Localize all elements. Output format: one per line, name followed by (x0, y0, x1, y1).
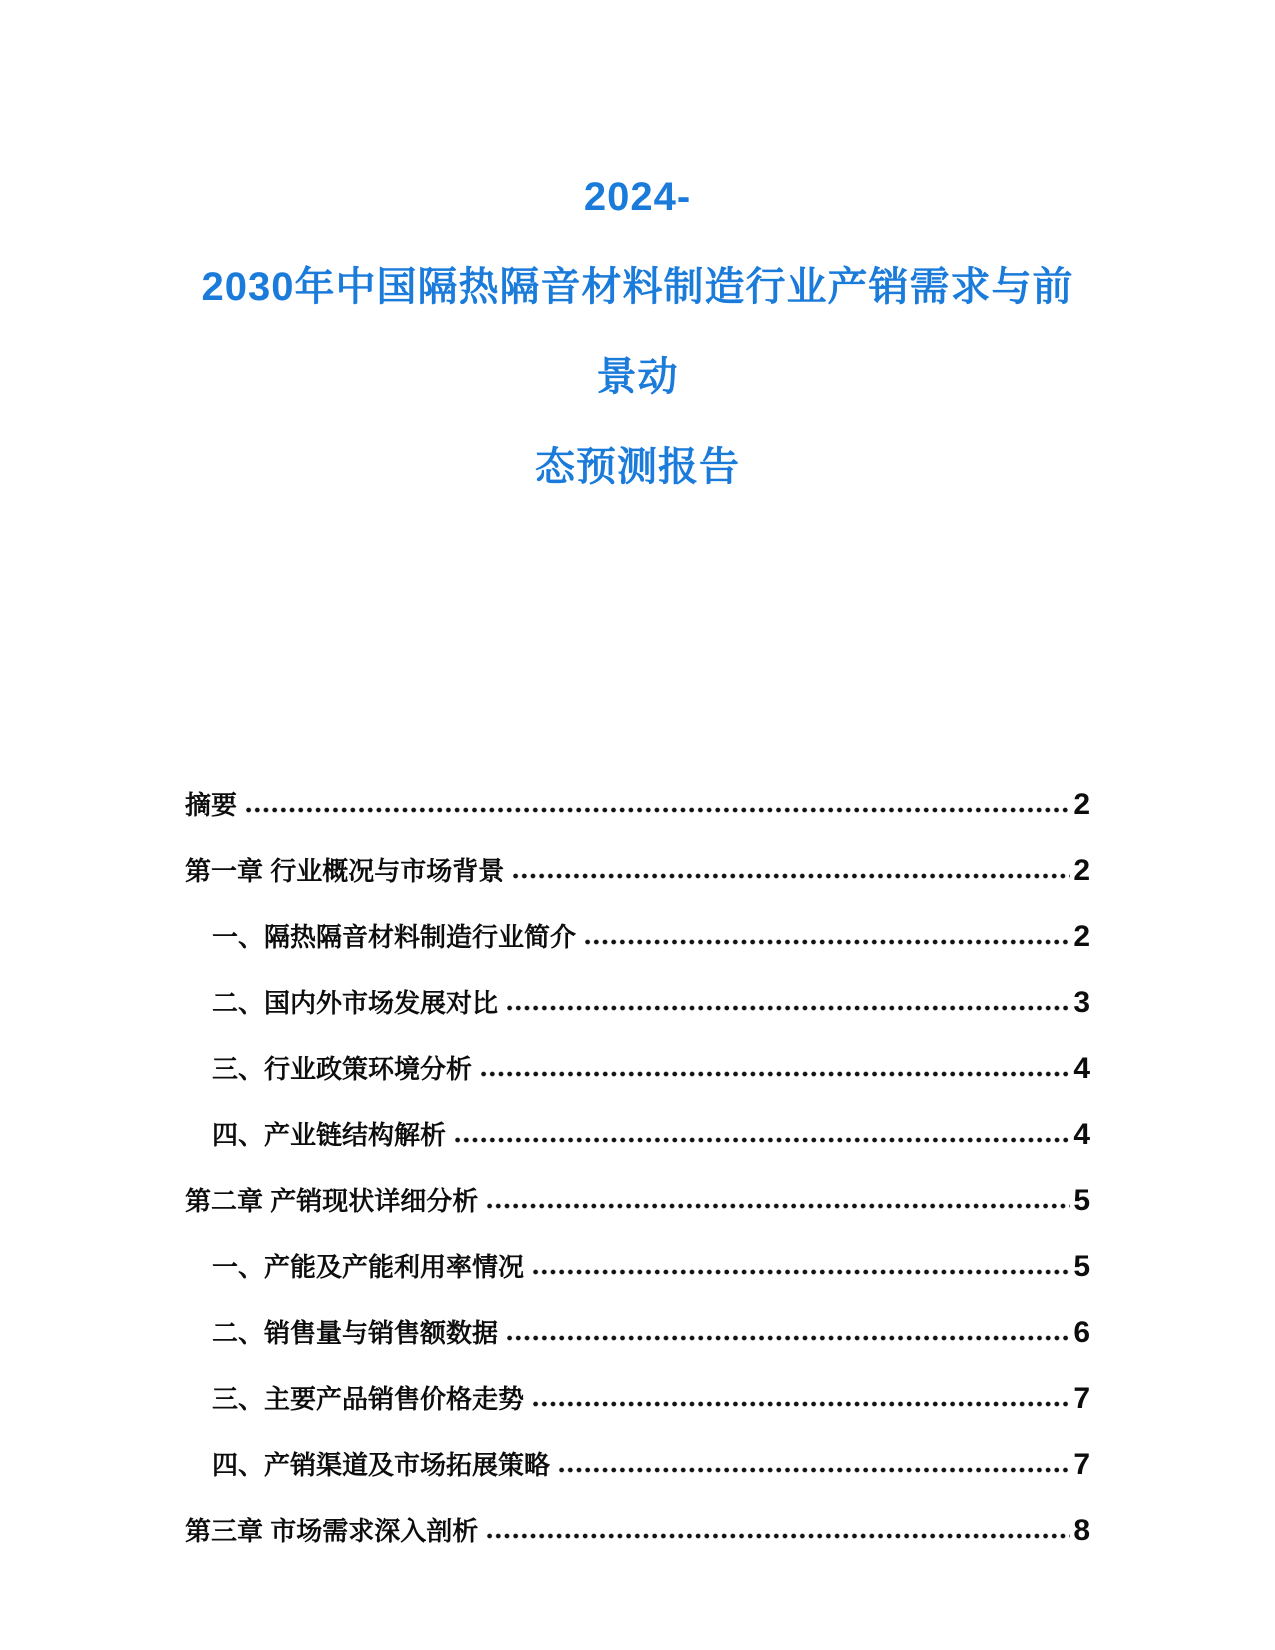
toc-dot-leader (559, 1467, 1070, 1473)
toc-page-number: 2 (1073, 854, 1090, 887)
toc-dot-leader (533, 1401, 1070, 1407)
toc-page-number: 2 (1073, 920, 1090, 953)
toc-entry-label: 三、行业政策环境分析 (212, 1054, 473, 1084)
toc-entry[interactable] (185, 1234, 1090, 1300)
toc-dot-leader (533, 1269, 1070, 1275)
toc-page-number: 6 (1073, 1316, 1090, 1349)
toc-dot-leader (507, 1335, 1070, 1341)
toc-dot-leader (585, 939, 1070, 945)
toc-page-number: 2 (1073, 788, 1090, 821)
toc-entry[interactable] (185, 1102, 1090, 1168)
toc-page-number: 3 (1073, 986, 1090, 1019)
toc-entry-label: 一、产能及产能利用率情况 (212, 1252, 525, 1282)
toc-entry-label: 四、产业链结构解析 (212, 1120, 447, 1150)
toc-entry[interactable] (185, 1036, 1090, 1102)
toc-entry-label: 四、产销渠道及市场拓展策略 (212, 1450, 551, 1480)
toc-entry[interactable] (185, 1498, 1090, 1564)
toc-dot-leader (513, 873, 1070, 879)
toc-entry[interactable] (185, 904, 1090, 970)
toc-entry-label: 第一章 行业概况与市场背景 (185, 856, 505, 886)
toc-page-number: 4 (1073, 1118, 1090, 1151)
toc-page-number: 5 (1073, 1184, 1090, 1217)
toc-dot-leader (507, 1005, 1070, 1011)
toc-dot-leader (481, 1071, 1070, 1077)
toc-entry-label: 第三章 市场需求深入剖析 (185, 1516, 479, 1546)
report-title-line: 态预测报告 (535, 445, 740, 489)
table-of-contents (185, 772, 1090, 1564)
toc-entry[interactable] (185, 772, 1090, 838)
toc-entry-label: 一、隔热隔音材料制造行业简介 (212, 922, 577, 952)
toc-page-number: 7 (1073, 1382, 1090, 1415)
toc-entry[interactable] (185, 1300, 1090, 1366)
toc-dot-leader (246, 807, 1070, 813)
toc-dot-leader (455, 1137, 1070, 1143)
toc-page-number: 8 (1073, 1514, 1090, 1547)
toc-entry-label: 三、主要产品销售价格走势 (212, 1384, 525, 1414)
toc-entry[interactable] (185, 1366, 1090, 1432)
toc-page-number: 4 (1073, 1052, 1090, 1085)
toc-entry[interactable] (185, 970, 1090, 1036)
toc-dot-leader (487, 1533, 1070, 1539)
report-title (185, 152, 1090, 512)
report-title-line: 2024- (583, 175, 692, 219)
toc-entry[interactable] (185, 1168, 1090, 1234)
toc-entry-label: 摘要 (185, 790, 238, 820)
toc-entry[interactable] (185, 838, 1090, 904)
toc-entry-label: 第二章 产销现状详细分析 (185, 1186, 479, 1216)
toc-entry-label: 二、国内外市场发展对比 (212, 988, 499, 1018)
toc-entry[interactable] (185, 1432, 1090, 1498)
toc-dot-leader (487, 1203, 1070, 1209)
toc-entry-label: 二、销售量与销售额数据 (212, 1318, 499, 1348)
report-title-line: 2030年中国隔热隔音材料制造行业产销需求与前景动 (201, 265, 1074, 399)
toc-page-number: 5 (1073, 1250, 1090, 1283)
toc-page-number: 7 (1073, 1448, 1090, 1481)
